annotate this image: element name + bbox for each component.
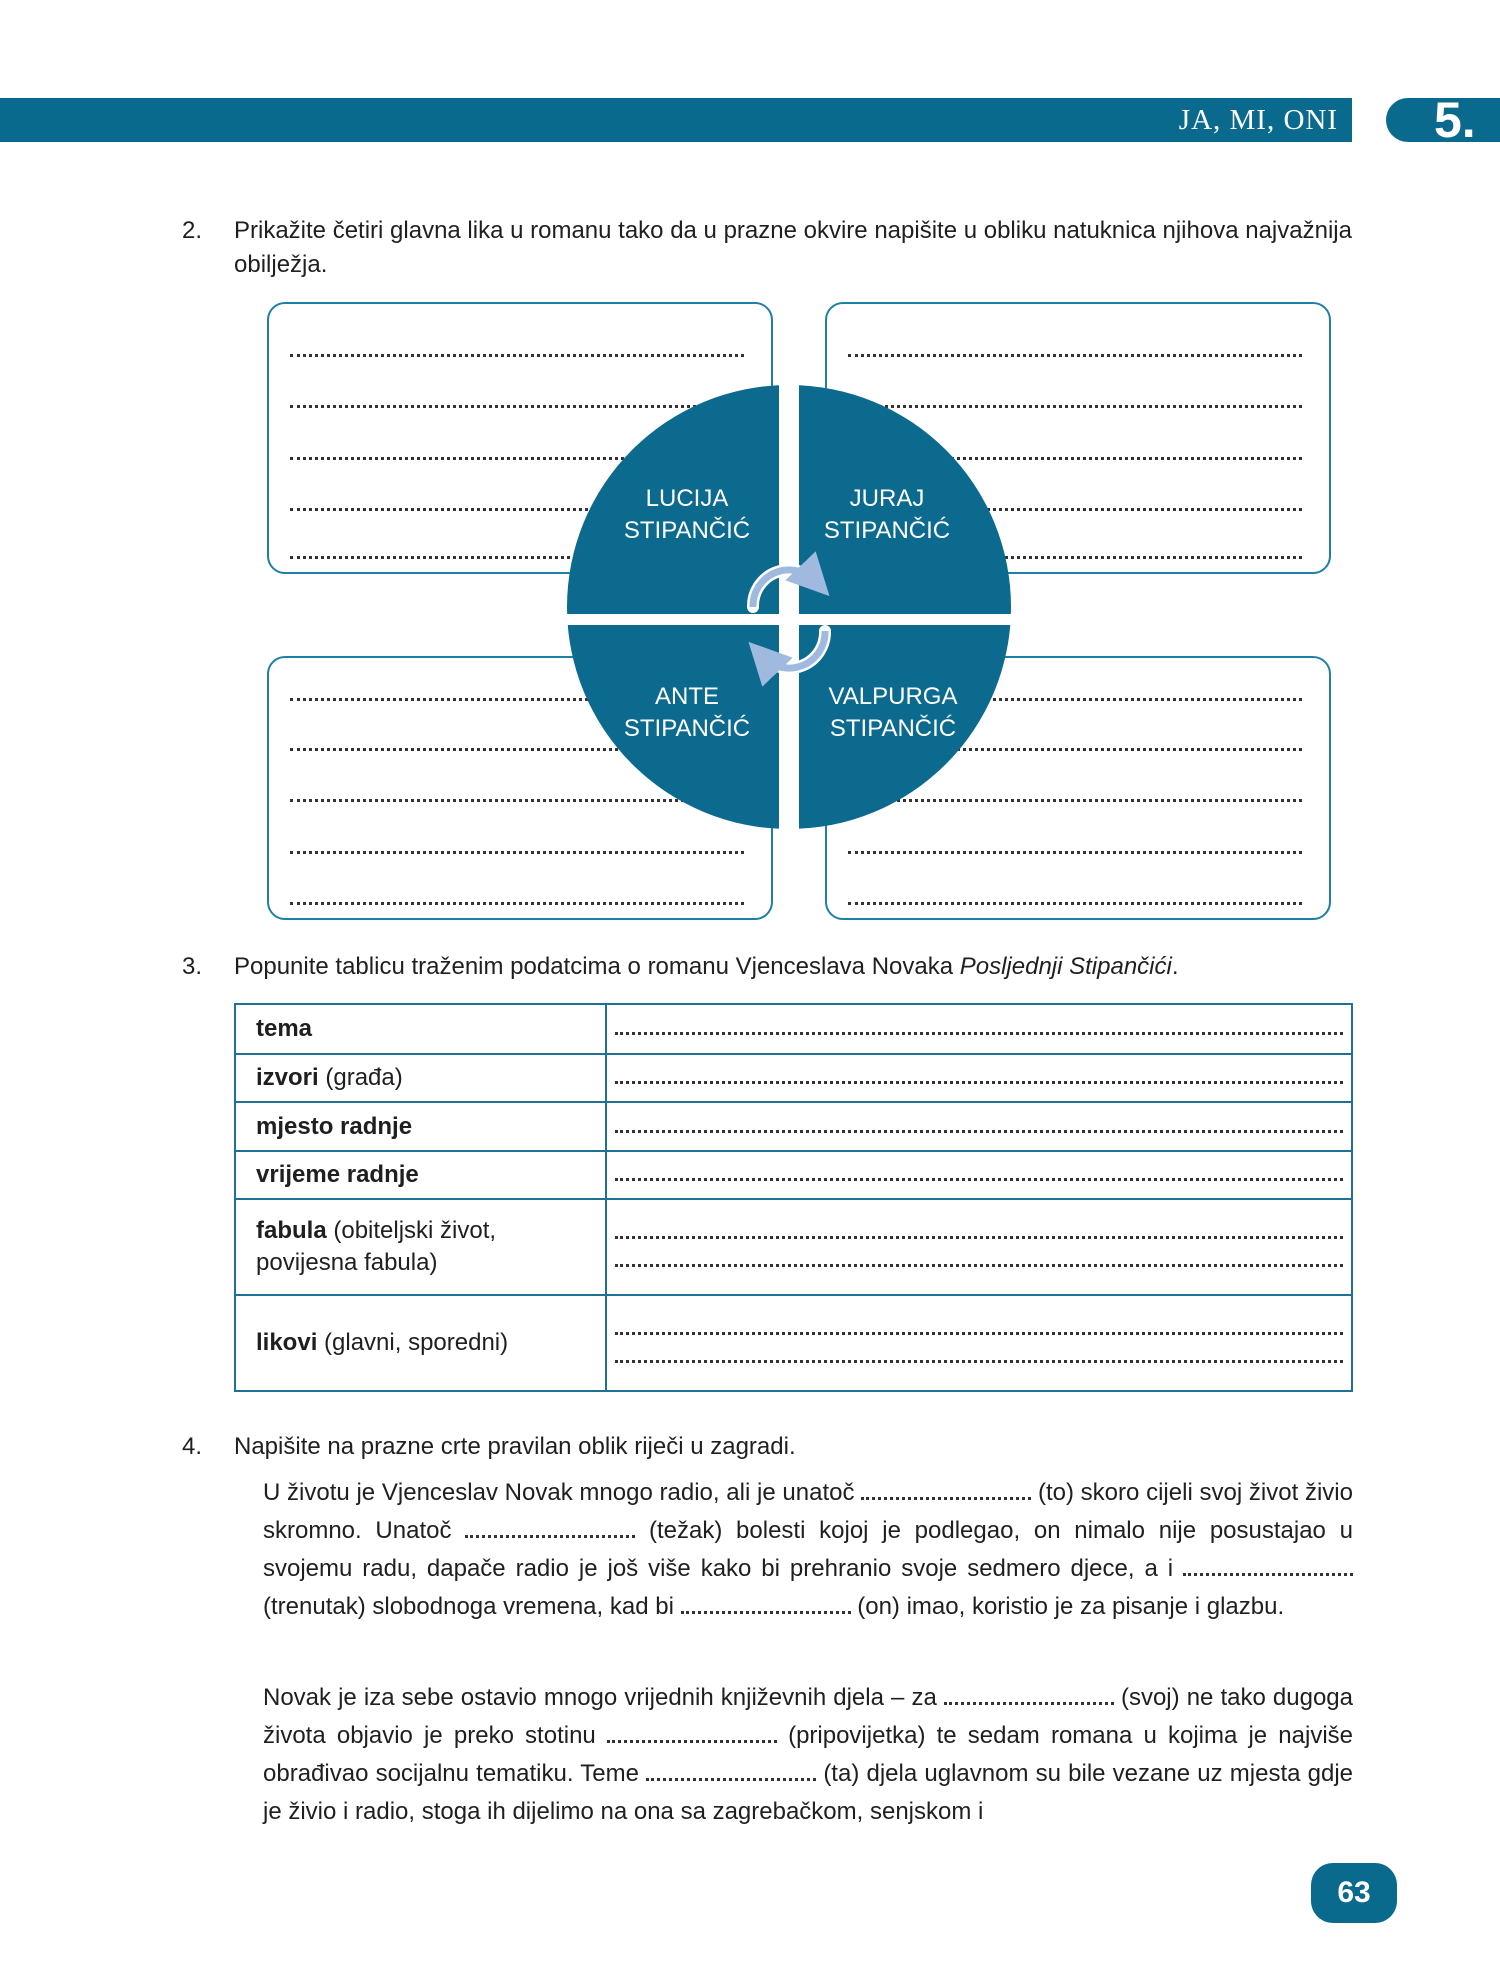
answer-line bbox=[848, 902, 1302, 905]
answer-cell[interactable] bbox=[606, 1054, 1352, 1102]
chapter-number: 5. bbox=[1434, 92, 1476, 148]
task-2-number: 2. bbox=[182, 217, 203, 244]
answer-line bbox=[290, 354, 744, 357]
book-title: Posljednji Stipančići bbox=[959, 953, 1172, 980]
page-number: 63 bbox=[1337, 1876, 1371, 1909]
circle-divider-vertical bbox=[779, 383, 799, 831]
row-label: fabula (obiteljski život, povijesna fabula) bbox=[235, 1199, 606, 1295]
fill-blank[interactable] bbox=[607, 1727, 777, 1743]
task-4-instruction: Napišite na prazne crte pravilan oblik riječi u zagradi. bbox=[234, 1433, 796, 1460]
answer-line bbox=[848, 354, 1302, 357]
row-label: tema bbox=[235, 1004, 606, 1054]
task-4-number: 4. bbox=[182, 1433, 203, 1460]
fill-blank[interactable] bbox=[944, 1689, 1114, 1705]
exercise-paragraph-2: Novak je iza sebe ostavio mnogo vrijednih književnih djela – za (svoj) ne tako dugoga života objavio je preko stotinu (pripovijetka) te sedam romana u kojima je najviše obrađivao socijalnu tematiku. Teme (ta) djela uglavnom su bile vezane uz mjesta gdje je živio i radio, stoga ih dijelimo na ona sa zagrebačkom, senjskom i bbox=[263, 1684, 1354, 1825]
circle-divider-horizontal bbox=[565, 614, 1013, 625]
table-row bbox=[235, 1102, 1352, 1151]
table-row bbox=[235, 1199, 1352, 1295]
row-label: likovi (glavni, sporedni) bbox=[235, 1295, 606, 1391]
fill-blank[interactable] bbox=[681, 1598, 851, 1614]
table-row bbox=[235, 1295, 1352, 1391]
fill-blank[interactable] bbox=[1183, 1560, 1353, 1576]
table-row bbox=[235, 1004, 1352, 1054]
answer-line bbox=[848, 851, 1302, 854]
answer-cell[interactable] bbox=[606, 1102, 1352, 1151]
fill-blank[interactable] bbox=[861, 1484, 1031, 1500]
answer-cell[interactable] bbox=[606, 1151, 1352, 1199]
fill-blank[interactable] bbox=[465, 1522, 635, 1538]
table-row bbox=[235, 1054, 1352, 1102]
task-2-instruction: Prikažite četiri glavna lika u romanu tako da u prazne okvire napišite u obliku natuknica njihova najvažnija obilježja. bbox=[234, 217, 1352, 278]
answer-cell[interactable] bbox=[606, 1004, 1352, 1054]
character-label-juraj: JURAJ STIPANČIĆ bbox=[823, 485, 951, 544]
answer-line bbox=[290, 902, 744, 905]
task-3-number: 3. bbox=[182, 953, 203, 980]
character-label-lucija: LUCIJA STIPANČIĆ bbox=[623, 485, 751, 544]
character-label-valpurga: VALPURGA STIPANČIĆ bbox=[828, 683, 958, 742]
task-3-instruction: Popunite tablicu traženim podatcima o romanu Vjenceslava Novaka Posljednji Stipančići. bbox=[234, 953, 1179, 980]
answer-cell[interactable] bbox=[606, 1295, 1352, 1391]
exercise-paragraph-1: U životu je Vjenceslav Novak mnogo radio, ali je unatoč (to) skoro cijeli svoj život živio skromno. Unatoč (težak) bolesti kojoj je podlegao, on nimalo nije posustajao u svojemu radu, dapače radio je još više kako bi prehranio svoje sedmero djece, a i (trenutak) slobodnoga vremena, kad bi (on) imao, koristio je za pisanje i glazbu. bbox=[263, 1479, 1353, 1620]
row-label: izvori (građa) bbox=[235, 1054, 606, 1102]
answer-line bbox=[290, 851, 744, 854]
fill-blank[interactable] bbox=[646, 1765, 816, 1781]
chapter-title: JA, MI, ONI bbox=[1178, 104, 1338, 136]
answer-cell[interactable] bbox=[606, 1199, 1352, 1295]
character-label-ante: ANTE STIPANČIĆ bbox=[623, 683, 751, 742]
table-row bbox=[235, 1151, 1352, 1199]
circle-quadrants bbox=[565, 383, 1013, 831]
row-label: vrijeme radnje bbox=[235, 1151, 606, 1199]
characters-circle-diagram bbox=[565, 383, 1013, 831]
row-label: mjesto radnje bbox=[235, 1102, 606, 1151]
novel-data-table bbox=[234, 1003, 1353, 1392]
